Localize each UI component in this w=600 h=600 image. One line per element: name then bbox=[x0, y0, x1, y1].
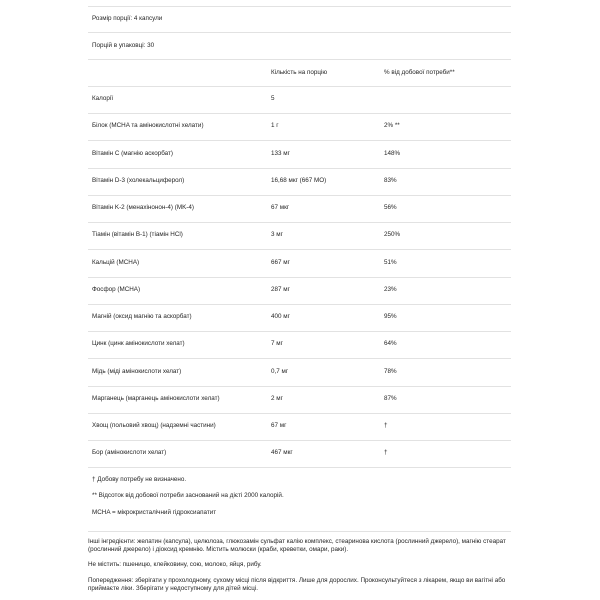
nutrient-daily-value: 23% bbox=[384, 285, 397, 293]
column-header-daily-value: % від добової потреби** bbox=[384, 69, 455, 76]
nutrient-amount: 0,7 мг bbox=[271, 367, 289, 375]
divider bbox=[88, 113, 511, 114]
nutrient-name: Вітамін D-3 (холекальциферол) bbox=[92, 176, 185, 184]
nutrient-name: Калорії bbox=[92, 95, 114, 102]
divider bbox=[88, 249, 511, 250]
nutrient-name: Білок (MCHA та амінокислотні хелати) bbox=[92, 122, 204, 130]
nutrient-daily-value: 56% bbox=[384, 204, 397, 211]
warning: Попередження: зберігати у прохолодному, сухому місці після відкриття. Лише для дорослих. Проконсультуйтеся з лікарем, якщо ви вагітні або приймаєте ліки. Зберігати у недоступному для дітей місці. bbox=[88, 577, 506, 592]
footnote-mcha: MCHA = мікрокристалічний гідроксиапатит bbox=[92, 509, 217, 516]
footnote-dagger: † Добову потребу не визначено. bbox=[92, 476, 187, 483]
divider bbox=[88, 467, 511, 468]
nutrient-amount: 1 г bbox=[271, 122, 279, 130]
nutrient-daily-value: 78% bbox=[384, 367, 397, 375]
column-header-amount: Кількість на порцію bbox=[271, 69, 328, 76]
nutrient-name: Хвощ (польовий хвощ) (надземні частини) bbox=[92, 422, 216, 429]
nutrient-amount: 400 мг bbox=[271, 313, 290, 320]
serving-size: Розмір порції: 4 капсули bbox=[92, 15, 163, 22]
divider bbox=[88, 331, 511, 332]
nutrient-name: Вітамін K-2 (менахінонон-4) (MK-4) bbox=[92, 204, 194, 211]
nutrient-amount: 2 мг bbox=[271, 394, 283, 402]
nutrient-daily-value: 87% bbox=[384, 394, 397, 402]
nutrient-amount: 3 мг bbox=[271, 231, 283, 239]
divider bbox=[88, 6, 511, 7]
divider bbox=[88, 168, 511, 169]
nutrient-daily-value: 250% bbox=[384, 231, 401, 239]
divider bbox=[88, 531, 511, 532]
nutrient-daily-value: 95% bbox=[384, 313, 397, 320]
nutrient-amount: 67 мкг bbox=[271, 204, 290, 211]
nutrient-daily-value: 51% bbox=[384, 258, 397, 266]
divider bbox=[88, 413, 511, 414]
nutrient-name: Марганець (марганець амінокислоти хелат) bbox=[92, 394, 220, 402]
nutrient-amount: 467 мкг bbox=[271, 449, 293, 457]
divider bbox=[88, 386, 511, 387]
nutrient-daily-value: † bbox=[384, 449, 388, 457]
nutrient-name: Кальцій (MCHA) bbox=[92, 258, 140, 266]
nutrient-daily-value: 64% bbox=[384, 340, 397, 348]
divider bbox=[88, 140, 511, 141]
free-of-allergens: Не містить: пшеницю, клейковину, сою, молоко, яйця, рибу. bbox=[88, 561, 262, 568]
divider bbox=[88, 32, 511, 33]
nutrient-amount: 5 bbox=[271, 95, 275, 102]
nutrient-amount: 667 мг bbox=[271, 258, 290, 266]
nutrient-amount: 133 мг bbox=[271, 149, 290, 157]
nutrient-daily-value: 148% bbox=[384, 149, 401, 157]
nutrient-name: Бор (амінокислоти хелат) bbox=[92, 449, 167, 457]
other-ingredients: Інші інгредієнти: желатин (капсула), целюлоза, глюкозамін сульфат калію комплекс, стеаринова кислота (рослинний джерело), магнію стеарат (рослинний джерело) і діоксид кремнію. Містить молюски (краби, креветки, омари, раки). bbox=[88, 538, 506, 553]
footnote-daily-value-basis: ** Відсоток від добової потреби заснований на дієті 2000 калорій. bbox=[92, 492, 284, 499]
divider bbox=[88, 86, 511, 87]
nutrient-amount: 7 мг bbox=[271, 340, 283, 348]
nutrient-name: Мідь (міді амінокислоти хелат) bbox=[92, 367, 182, 375]
nutrient-name: Магній (оксид магнію та аскорбат) bbox=[92, 313, 192, 320]
nutrient-daily-value: 83% bbox=[384, 176, 397, 184]
nutrient-amount: 67 мг bbox=[271, 422, 287, 429]
nutrient-amount: 16,68 мкг (667 МО) bbox=[271, 176, 327, 184]
servings-per-container: Порцій в упаковці: 30 bbox=[92, 42, 155, 49]
nutrient-name: Фосфор (MCHA) bbox=[92, 285, 141, 293]
nutrient-amount: 287 мг bbox=[271, 285, 290, 293]
nutrient-name: Тіамін (вітамін B-1) (тіамін HCl) bbox=[92, 231, 183, 239]
divider bbox=[88, 304, 511, 305]
nutrient-name: Цинк (цинк амінокислоти хелат) bbox=[92, 340, 185, 348]
divider bbox=[88, 222, 511, 223]
nutrient-daily-value: 2% ** bbox=[384, 122, 400, 130]
divider bbox=[88, 358, 511, 359]
nutrient-name: Вітамін C (магнію аскорбат) bbox=[92, 149, 174, 157]
divider bbox=[88, 195, 511, 196]
divider bbox=[88, 59, 511, 60]
nutrient-daily-value: † bbox=[384, 422, 388, 429]
divider bbox=[88, 440, 511, 441]
divider bbox=[88, 277, 511, 278]
